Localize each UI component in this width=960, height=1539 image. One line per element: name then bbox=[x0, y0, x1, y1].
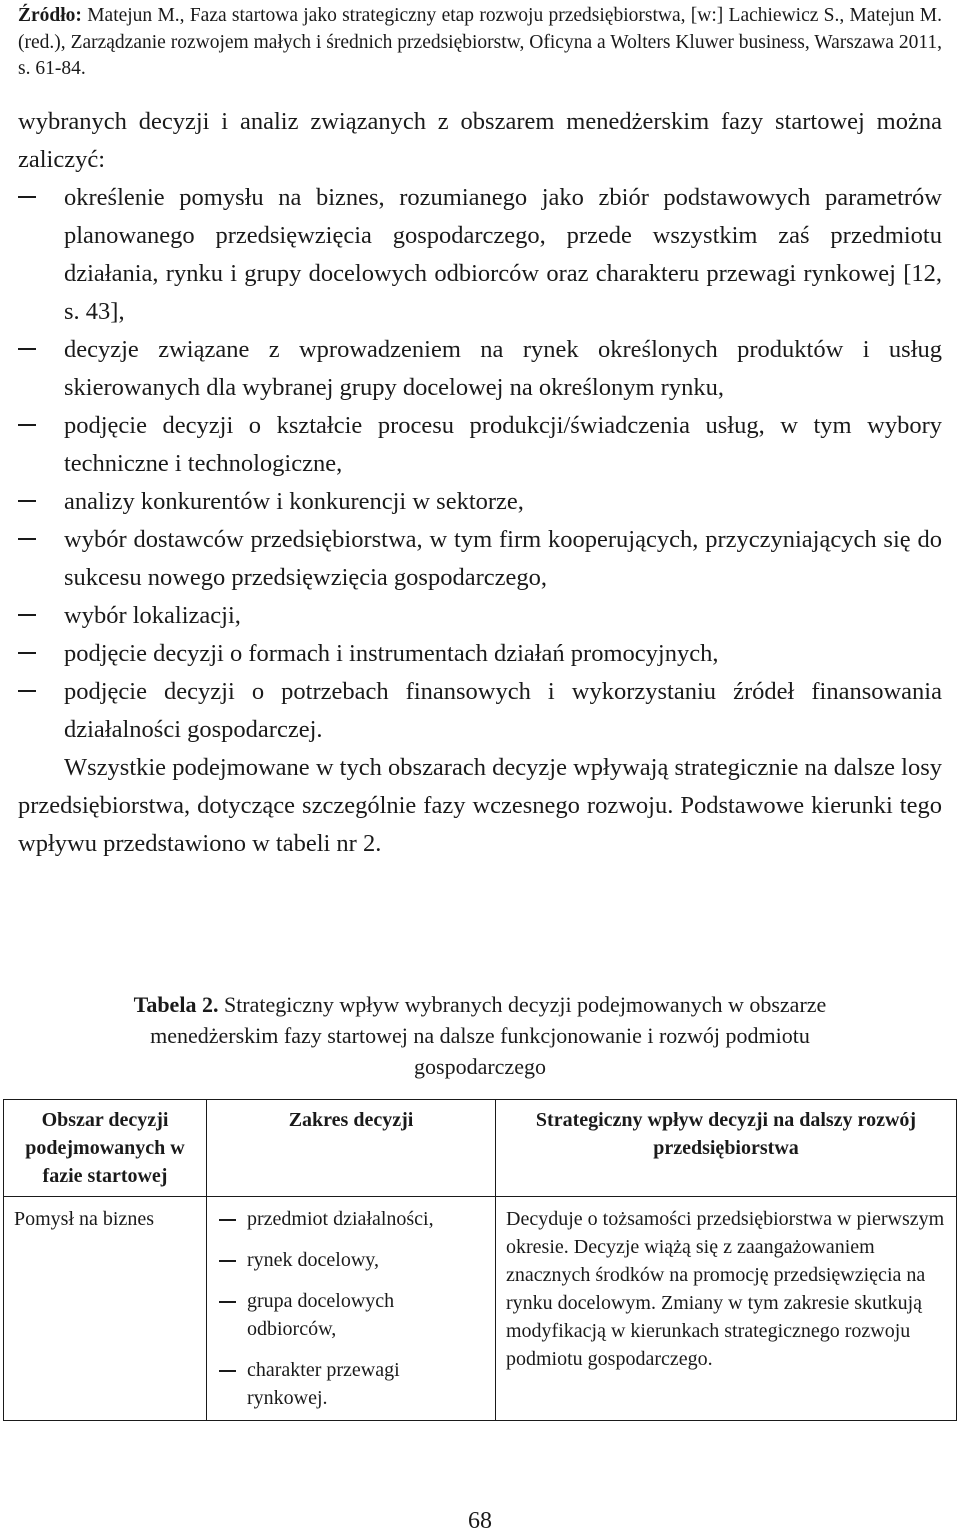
table-row bbox=[4, 1197, 957, 1421]
scope-item-text: charakter przewagi rynkowej. bbox=[247, 1359, 400, 1409]
list-item-text: wybór lokalizacji, bbox=[64, 602, 241, 629]
dash-bullet bbox=[18, 614, 36, 616]
list-item bbox=[18, 673, 942, 749]
scope-item bbox=[217, 1356, 485, 1412]
list-item-text: decyzje związane z wprowadzeniem na rynek określonych produktów i usług skierowanych dla wybranej grupy docelowej na określonym rynku, bbox=[64, 336, 942, 401]
page-number: 68 bbox=[468, 1508, 492, 1534]
scope-item-text: przedmiot działalności, bbox=[247, 1208, 434, 1230]
dash-bullet bbox=[18, 196, 36, 198]
closing-paragraph: Wszystkie podejmowane w tych obszarach decyzje wpływają strategicznie na dalsze losy przedsiębiorstwa, dotyczące szczególnie fazy wczesnego rozwoju. Podstawowe kierunki tego wpływu przedstawiono w tabeli nr 2. bbox=[18, 754, 942, 857]
header-impact: Strategiczny wpływ decyzji na dalszy rozwój przedsiębiorstwa bbox=[496, 1100, 957, 1197]
intro-paragraph: wybranych decyzji i analiz związanych z obszarem menedżerskim fazy startowej można zaliczyć: bbox=[18, 108, 942, 173]
dash-bullet bbox=[219, 1260, 236, 1262]
list-item bbox=[18, 179, 942, 331]
caption-label: Tabela 2. bbox=[133, 992, 219, 1017]
list-item bbox=[18, 483, 942, 521]
table-caption bbox=[100, 989, 860, 1082]
dash-bullet bbox=[18, 500, 36, 502]
list-item-text: wybór dostawców przedsiębiorstwa, w tym firm kooperujących, przyczyniających się do sukcesu nowego przedsięwzięcia gospodarczego, bbox=[64, 526, 942, 591]
scope-item-text: grupa docelowych odbiorców, bbox=[247, 1290, 395, 1340]
dash-bullet bbox=[18, 690, 36, 692]
cell-area: Pomysł na biznes bbox=[4, 1197, 207, 1421]
scope-item-text: rynek docelowy, bbox=[247, 1249, 379, 1271]
list-item bbox=[18, 521, 942, 597]
table-header-row bbox=[4, 1100, 957, 1197]
dash-bullet bbox=[219, 1219, 236, 1221]
scope-item bbox=[217, 1287, 485, 1343]
dash-bullet bbox=[18, 538, 36, 540]
list-item bbox=[18, 635, 942, 673]
scope-list bbox=[217, 1205, 485, 1412]
source-text: Matejun M., Faza startowa jako strategiczny etap rozwoju przedsiębiorstwa, [w:] Lachiewicz S., Matejun M. (red.), Zarządzanie rozwojem małych i średnich przedsiębiorstw, Oficyna a Wolters Kluwer business, Warszawa 2011, s. 61-84. bbox=[18, 5, 942, 79]
cell-impact: Decyduje o tożsamości przedsiębiorstwa w pierwszym okresie. Decyzje wiążą się z zaangażowaniem znacznych środków na promocję przedsięwzięcia na rynku docelowym. Zmiany w tym zakresie skutkują modyfikacją w kierunkach strategicznego rozwoju podmiotu gospodarczego. bbox=[496, 1197, 957, 1421]
main-text bbox=[18, 103, 942, 863]
source-citation bbox=[18, 3, 942, 83]
dash-bullet bbox=[219, 1301, 236, 1303]
list-item-text: określenie pomysłu na biznes, rozumianego jako zbiór podstawowych parametrów planowanego przedsięwzięcia gospodarczego, przede wszystkim zaś przedmiotu działania, rynku i grupy docelowych odbiorców oraz charakteru przewagi rynkowej [12, s. 43], bbox=[64, 184, 942, 325]
header-area: Obszar decyzji podejmowanych w fazie startowej bbox=[4, 1100, 207, 1197]
decision-list bbox=[18, 179, 942, 749]
list-item-text: podjęcie decyzji o kształcie procesu produkcji/świadczenia usług, w tym wybory techniczne i technologiczne, bbox=[64, 412, 942, 477]
list-item bbox=[18, 331, 942, 407]
scope-item bbox=[217, 1205, 485, 1233]
header-scope: Zakres decyzji bbox=[207, 1100, 496, 1197]
cell-scope bbox=[207, 1197, 496, 1421]
dash-bullet bbox=[18, 424, 36, 426]
dash-bullet bbox=[18, 348, 36, 350]
list-item bbox=[18, 407, 942, 483]
list-item-text: analizy konkurentów i konkurencji w sektorze, bbox=[64, 488, 524, 515]
decision-table bbox=[3, 1099, 957, 1421]
list-item bbox=[18, 597, 942, 635]
list-item-text: podjęcie decyzji o potrzebach finansowych i wykorzystaniu źródeł finansowania działalności gospodarczej. bbox=[64, 678, 942, 743]
scope-item bbox=[217, 1246, 485, 1274]
dash-bullet bbox=[219, 1370, 236, 1372]
caption-text: Strategiczny wpływ wybranych decyzji podejmowanych w obszarze menedżerskim fazy startowej na dalsze funkcjonowanie i rozwój podmiotu gospodarczego bbox=[150, 992, 827, 1079]
list-item-text: podjęcie decyzji o formach i instrumentach działań promocyjnych, bbox=[64, 640, 719, 667]
source-label: Źródło: bbox=[18, 5, 82, 26]
dash-bullet bbox=[18, 652, 36, 654]
